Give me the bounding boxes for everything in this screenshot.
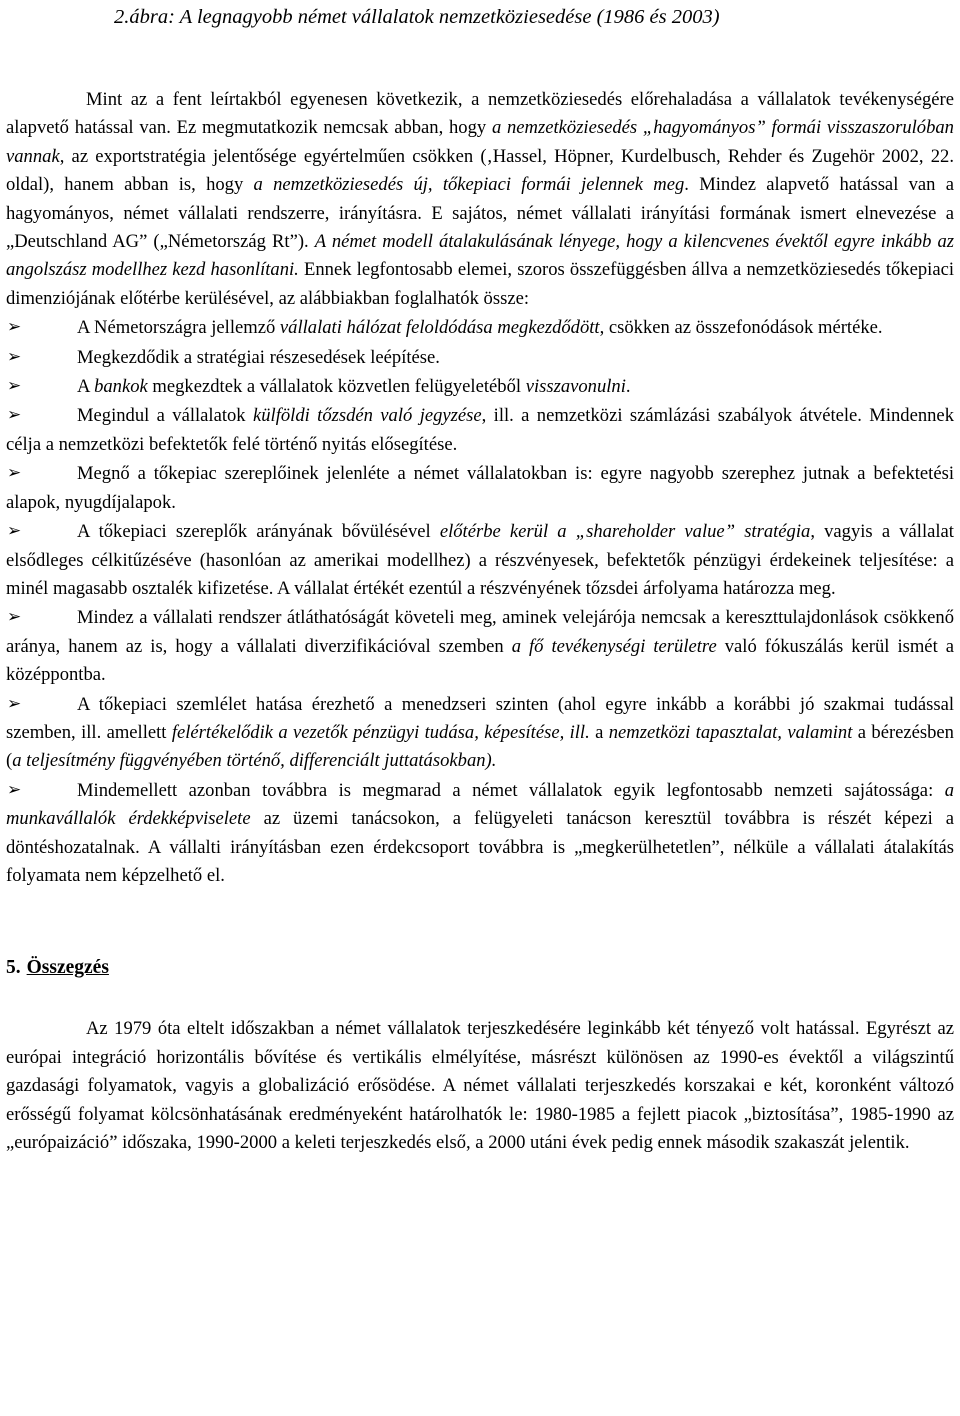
italic-run: A német modell átalakulásának lényege, hogy a kilencvenes évektől egyre inkább az angolszász modellhez kezd hasonlítani. (6, 231, 954, 281)
arrowhead-bullet-icon: ➢ (7, 405, 22, 425)
bullet-item (6, 690, 954, 776)
text-run: A tőkepiaci szemlélet hatása érezhető a menedzseri szinten (ahol egyre inkább a korábbi jó szakmai tudással szemben, ill. amellett (6, 693, 954, 743)
text-run: A tőkepiaci szereplők arányának bővülésével (77, 521, 440, 543)
section-heading (6, 954, 954, 982)
italic-run: visszavonulni (525, 376, 626, 398)
text-run: A Németországra jellemző (77, 317, 280, 339)
text-run: , vagyis a vállalat elsődleges célkitűzéséve (hasonlóan az amerikai modellhez) a részvényesek, befektetők pénzügyi érdekeinek teljesítése: a minél magasabb osztalék kifizetése. A vállalat értékét ezentúl a részvényének tőzsdei árfolyama határozza meg. (6, 521, 954, 599)
figure-caption: 2.ábra: A legnagyobb német vállalatok nemzetköziesedése (1986 és 2003) (114, 6, 720, 28)
bullet-item (6, 603, 954, 689)
italic-run: bankok (94, 376, 148, 398)
italic-run: előtérbe kerül a „shareholder value” stratégia (439, 521, 811, 543)
text-run: Megindul a vállalatok (77, 405, 253, 427)
bullet-item (6, 343, 954, 372)
bullet-item (6, 517, 954, 603)
arrowhead-bullet-icon: ➢ (7, 376, 22, 396)
arrowhead-bullet-icon: ➢ (7, 521, 22, 541)
italic-run: vállalati hálózat feloldódása megkezdődött (279, 317, 600, 339)
italic-run: a nemzetköziesedés új, tőkepiaci formái jelennek meg (253, 174, 685, 196)
text-run: való fókuszálás kerül ismét a középpontba. (6, 635, 954, 686)
bullet-item (6, 776, 954, 891)
text-run: Megkezdődik a stratégiai részesedések leépítése. (77, 346, 440, 368)
bullet-item (6, 372, 954, 401)
bullet-item (6, 313, 954, 342)
italic-run: a fő tevékenységi területre (511, 635, 717, 657)
italic-run: külföldi tőzsdén való jegyzése (252, 405, 482, 427)
text-run: az üzemi tanácsokon, a felügyeleti tanácson keresztül továbbra is részét képezi a döntéshozatalnak. A vállalti irányításban ezen érdekcsoport továbbra is „megkerülhetetlen”, nélküle a vállalati átalakítás folyamata nem képzelhető el. (6, 808, 954, 886)
text-run: , ill. a nemzetközi számlázási szabályok átvétele. Mindennek célja a nemzetközi befektetők felé történő nyitás elősegítése. (6, 405, 954, 455)
arrowhead-bullet-icon: ➢ (7, 463, 22, 483)
text-run: . Mindez alapvető hatással van a hagyományos, német vállalati rendszerre, irányításra. E sajátos, német vállalati irányítási formának ismert elnevezése a „Deutschland AG” („Németország Rt”). (6, 174, 954, 253)
text-run: Mint az a fent leírtakból egyenesen következik, a nemzetköziesedés előrehaladása a vállalatok tevékenységére alapvető hatással van. Ez megmutatkozik nemcsak abban, hogy (6, 89, 954, 139)
arrowhead-bullet-icon: ➢ (7, 317, 22, 337)
bullet-item (6, 459, 954, 517)
section-title: Összegzés (26, 957, 109, 979)
text-run: a (589, 721, 609, 743)
arrowhead-bullet-icon: ➢ (7, 779, 22, 799)
text-run: Mindemellett azonban továbbra is megmarad a német vállalatok egyik legfontosabb nemzeti sajátossága: (77, 779, 945, 801)
bullet-item (6, 401, 954, 459)
text-run: , csökken az összefonódások mértéke. (599, 317, 883, 339)
summary-paragraph: Az 1979 óta eltelt időszakban a német vállalatok terjeszkedésére leginkább két tényező volt hatással. Egyrészt az európai integráció horizontális bővítése és vertikális elmélyítése, másrészt különösen az 1990-es évektől a világszintű gazdasági folyamatok, vagyis a globalizáció erősödése. A német vállalati terjeszkedés korszakai e két, koronként változó erősségű folyamat kölcsönhatásának eredményeként határolhatók le: 1980-1985 a fejlett piacok „biztosítása”, 1985-1990 az „európaizáció” időszaka, 1990-2000 a keleti terjeszkedés első, a 2000 utáni évek pedig ennek második szakaszát jelentik. (6, 1018, 954, 1153)
text-run: megkezdtek a vállalatok közvetlen felügyeletéből (147, 376, 526, 398)
text-run: Mindez a vállalati rendszer átláthatóságát követeli meg, aminek velejárója nemcsak a kereszttulajdonlások csökkenő aránya, hanem az is, hogy a vállalati diverzifikációval szemben (6, 607, 954, 657)
text-run: A (77, 376, 95, 398)
italic-run: a teljesítmény függvényében történő, differenciált juttatásokban). (12, 750, 497, 772)
italic-run: felértékelődik a vezetők pénzügyi tudása, képesítése, ill. (171, 721, 590, 743)
text-run: a bérezésben ( (6, 721, 954, 772)
italic-run: nemzetközi tapasztalat, valamint (608, 721, 853, 743)
text-run: . (625, 376, 631, 398)
arrowhead-bullet-icon: ➢ (7, 693, 22, 713)
text-run: , az exportstratégia jelentősége egyértelműen csökken (‚Hassel, Höpner, Kurdelbusch, Rehder és Zugehör 2002, 22. oldal), hanem abban is, hogy (6, 145, 954, 196)
section-number: 5. (6, 957, 21, 979)
text-run: Ennek legfontosabb elemei, szoros összefüggésben állva a nemzetköziesedés tőkepiaci dimenziójának előtérbe kerülésével, az alábbiakban foglalhatók össze: (6, 259, 954, 309)
intro-paragraph (6, 86, 954, 313)
arrowhead-bullet-icon: ➢ (7, 346, 22, 366)
text-run: Megnő a tőkepiac szereplőinek jelenléte a német vállalatokban is: egyre nagyobb szerephez jutnak a befektetési alapok, nyugdíjalapok. (6, 463, 954, 513)
arrowhead-bullet-icon: ➢ (7, 607, 22, 627)
italic-run: a munkavállalók érdekképviselete (6, 779, 954, 830)
italic-run: a nemzetköziesedés „hagyományos” formái visszaszorulóban vannak (6, 117, 954, 167)
